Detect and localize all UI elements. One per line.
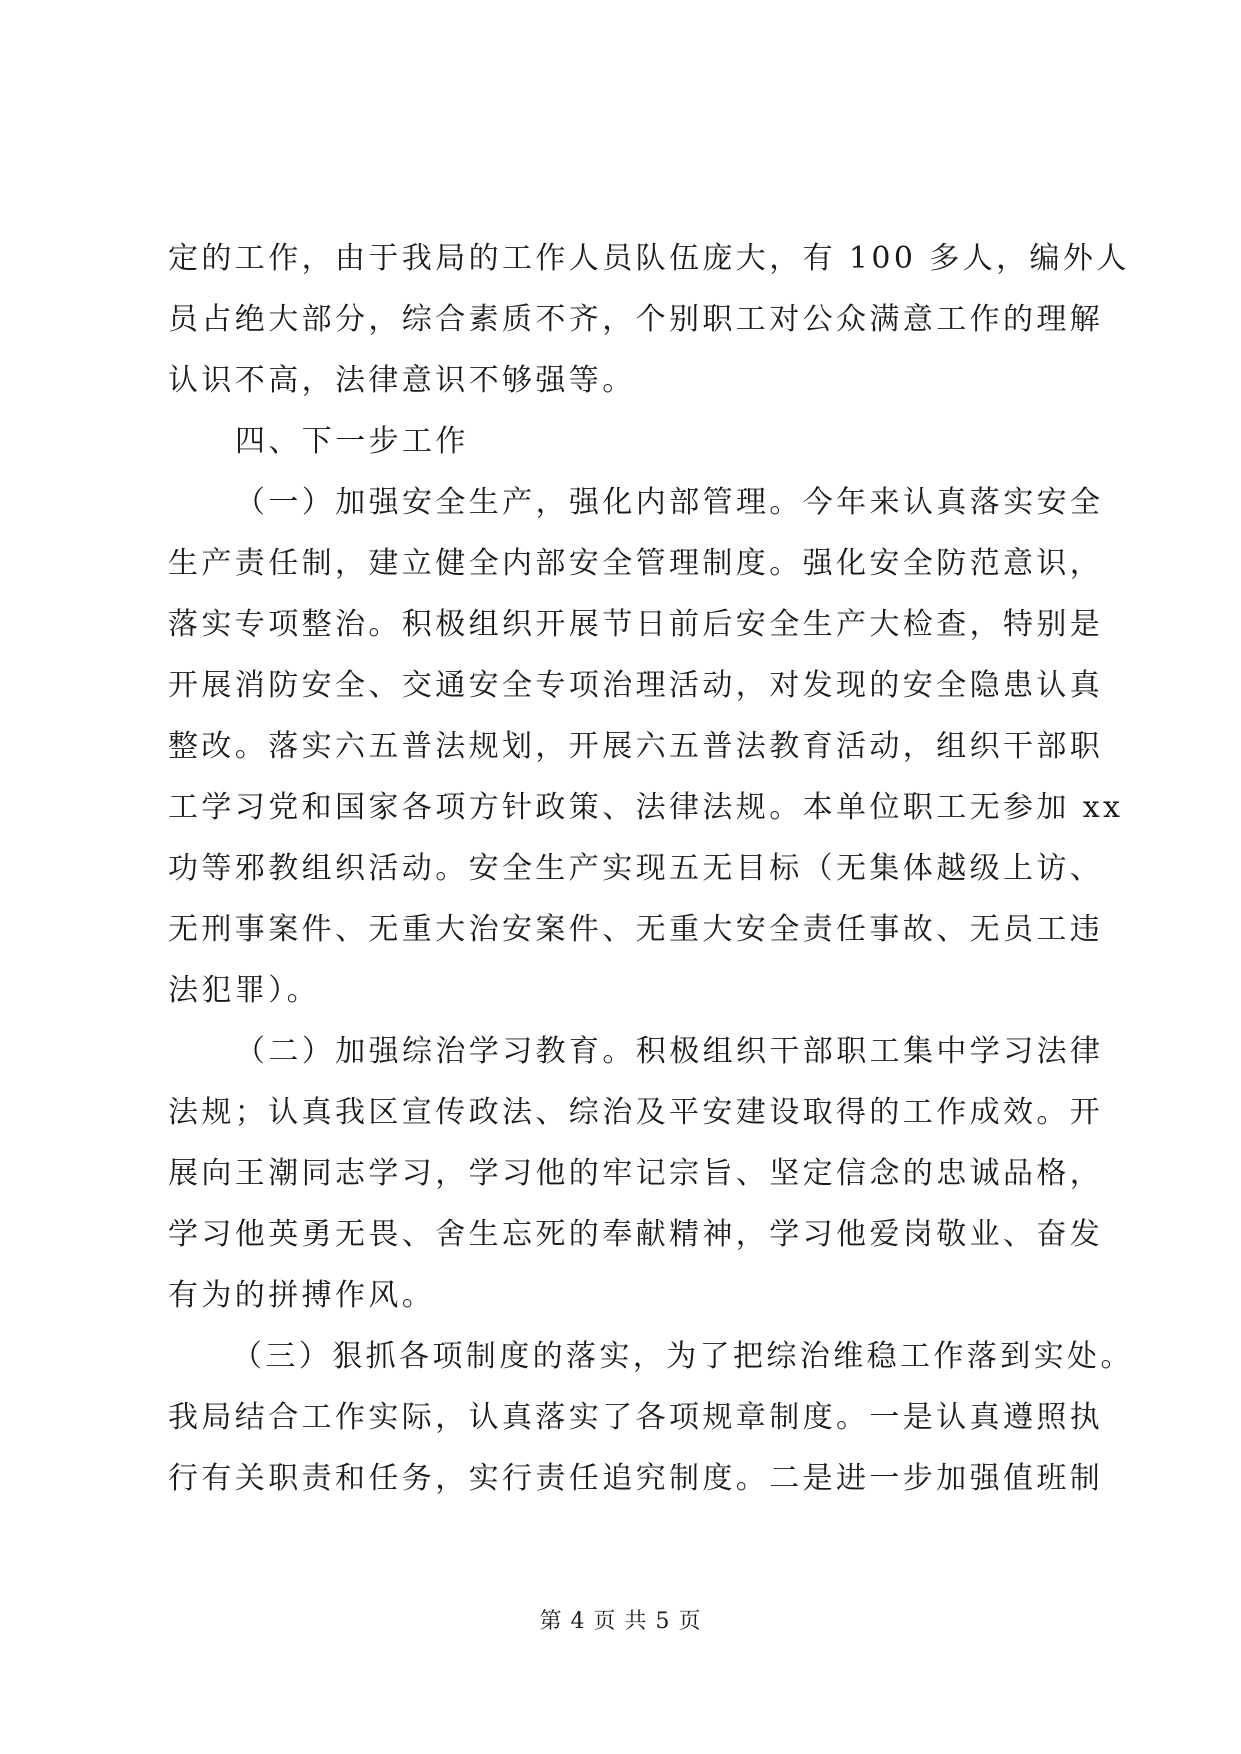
text-line: 我局结合工作实际，认真落实了各项规章制度。一是认真遵照执 [168, 1400, 1104, 1435]
section-heading: 四、下一步工作 [235, 424, 469, 459]
text-line: 定的工作，由于我局的工作人员队伍庞大，有 100 多人，编外人 [168, 241, 1130, 276]
text-line: 有为的拼搏作风。 [168, 1278, 436, 1313]
text-line: 功等邪教组织活动。安全生产实现五无目标（无集体越级上访、 [168, 851, 1104, 886]
text-line: 落实专项整治。积极组织开展节日前后安全生产大检查，特别是 [168, 607, 1104, 642]
text-line: 整改。落实六五普法规划，开展六五普法教育活动，组织干部职 [168, 729, 1104, 764]
text-line: 无刑事案件、无重大治安案件、无重大安全责任事故、无员工违 [168, 912, 1104, 947]
text-line: 开展消防安全、交通安全专项治理活动，对发现的安全隐患认真 [168, 668, 1104, 703]
paragraph-first-line: （二）加强综治学习教育。积极组织干部职工集中学习法律 [235, 1034, 1104, 1069]
text-line: 认识不高，法律意识不够强等。 [168, 363, 636, 398]
text-line: 工学习党和国家各项方针政策、法律法规。本单位职工无参加 xx [168, 790, 1124, 825]
paragraph-first-line: （一）加强安全生产，强化内部管理。今年来认真落实安全 [235, 485, 1104, 520]
text-line: 学习他英勇无畏、舍生忘死的奉献精神，学习他爱岗敬业、奋发 [168, 1217, 1104, 1252]
body-text [168, 228, 1134, 1509]
paragraph-first-line: （三）狠抓各项制度的落实，为了把综治维稳工作落到实处。 [232, 1339, 1134, 1374]
text-line: 展向王潮同志学习，学习他的牢记宗旨、坚定信念的忠诚品格， [168, 1156, 1104, 1191]
text-line: 生产责任制，建立健全内部安全管理制度。强化安全防范意识， [168, 546, 1104, 581]
text-line: 行有关职责和任务，实行责任追究制度。二是进一步加强值班制 [168, 1461, 1104, 1496]
text-line: 法犯罪）。 [168, 973, 320, 1008]
text-line: 法规；认真我区宣传政法、综治及平安建设取得的工作成效。开 [168, 1095, 1104, 1130]
text-line: 员占绝大部分，综合素质不齐，个别职工对公众满意工作的理解 [168, 302, 1104, 337]
page-number-footer: 第 4 页 共 5 页 [539, 1609, 702, 1634]
